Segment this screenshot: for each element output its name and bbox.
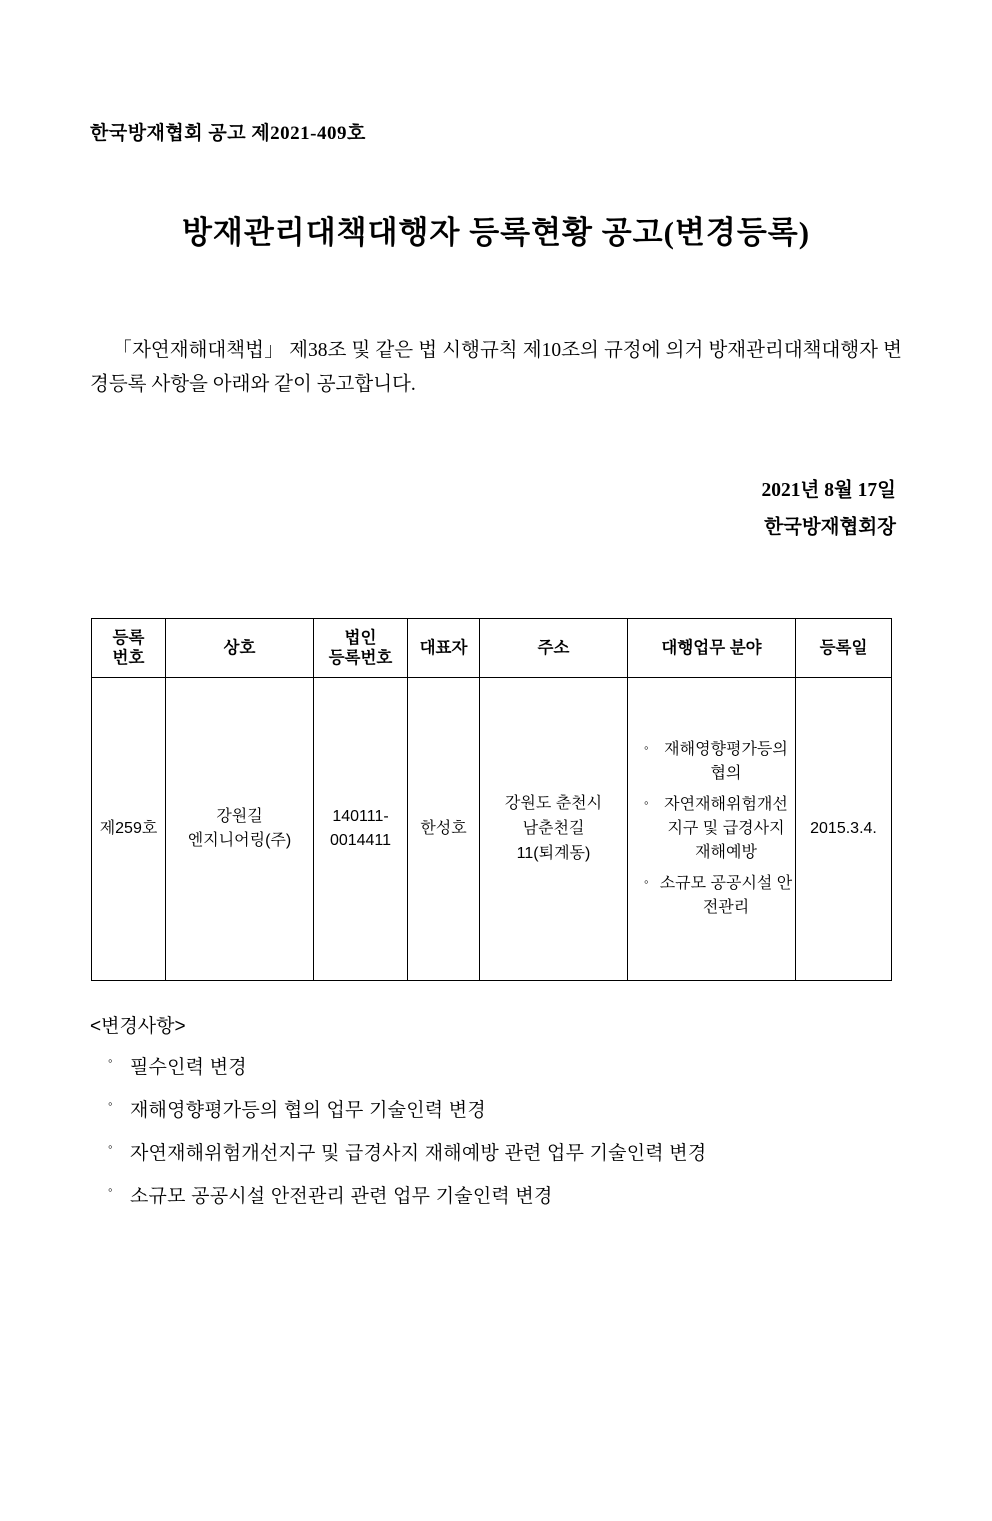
column-header-corp-no-line2: 등록번호 bbox=[328, 649, 393, 668]
list-item: ◦ 재해영향평가등의 협의 업무 기술인력 변경 bbox=[106, 1095, 902, 1122]
cell-corp-no-line2: 0014411 bbox=[329, 832, 392, 850]
cell-company-line2: 엔지니어링(주) bbox=[187, 832, 292, 850]
cell-reg-no: 제259호 bbox=[92, 678, 166, 981]
changes-list bbox=[90, 1052, 902, 1208]
document-page bbox=[0, 118, 992, 1521]
intro-paragraph bbox=[90, 334, 902, 402]
cell-address-line2: 남춘천길 bbox=[522, 819, 585, 837]
table-row bbox=[92, 678, 892, 981]
list-item: ◦ 소규모 공공시설 안전관리 관련 업무 기술인력 변경 bbox=[106, 1181, 902, 1208]
cell-reg-date: 2015.3.4. bbox=[796, 678, 892, 981]
column-header-address: 주소 bbox=[480, 619, 628, 678]
business-field-item: ◦ 재해영향평가등의 협의 bbox=[644, 738, 794, 786]
page-title: 방재관리대책대행자 등록현황 공고(변경등록) bbox=[181, 215, 811, 250]
intro-paragraph-text: 「자연재해대책법」 제38조 및 같은 법 시행규칙 제10조의 규정에 의거 방재관리대책대행자 변경등록 사항을 아래와 같이 공고합니다. bbox=[90, 340, 902, 396]
column-header-corp-no-line1: 법인 bbox=[344, 628, 377, 647]
cell-corp-no-line1: 140111- bbox=[332, 807, 389, 825]
registration-table bbox=[91, 618, 892, 981]
column-header-ceo: 대표자 bbox=[408, 619, 480, 678]
column-header-corp-no bbox=[314, 619, 408, 678]
list-item: ◦ 자연재해위험개선지구 및 급경사지 재해예방 관련 업무 기술인력 변경 bbox=[106, 1138, 902, 1165]
business-field-item: ◦ 소규모 공공시설 안전관리 bbox=[644, 872, 794, 920]
cell-company-line1: 강원길 bbox=[216, 807, 263, 825]
issuer-name: 한국방재협회장 bbox=[764, 517, 896, 539]
notice-number: 한국방재협회 공고 제2021-409호 bbox=[90, 123, 366, 144]
column-header-business: 대행업무 분야 bbox=[628, 619, 796, 678]
cell-address-line1: 강원도 춘천시 bbox=[504, 795, 603, 813]
notice-date: 2021년 8월 17일 bbox=[761, 480, 896, 502]
cell-ceo: 한성호 bbox=[408, 678, 480, 981]
table-header-row bbox=[92, 619, 892, 678]
column-header-reg-no bbox=[92, 619, 166, 678]
cell-company bbox=[166, 678, 314, 981]
column-header-reg-no-line1: 등록 bbox=[112, 628, 145, 647]
column-header-reg-date: 등록일 bbox=[796, 619, 892, 678]
changes-section-title: <변경사항> bbox=[90, 1016, 186, 1038]
cell-address-line3: 11(퇴계동) bbox=[516, 844, 591, 862]
cell-address bbox=[480, 678, 628, 981]
column-header-company: 상호 bbox=[166, 619, 314, 678]
cell-business-fields bbox=[628, 678, 796, 981]
cell-corp-no bbox=[314, 678, 408, 981]
list-item: ◦ 필수인력 변경 bbox=[106, 1052, 902, 1079]
business-field-item: ◦ 자연재해위험개선지구 및 급경사지 재해예방 bbox=[644, 793, 794, 865]
column-header-reg-no-line2: 번호 bbox=[112, 649, 145, 668]
signature-block bbox=[90, 472, 902, 546]
